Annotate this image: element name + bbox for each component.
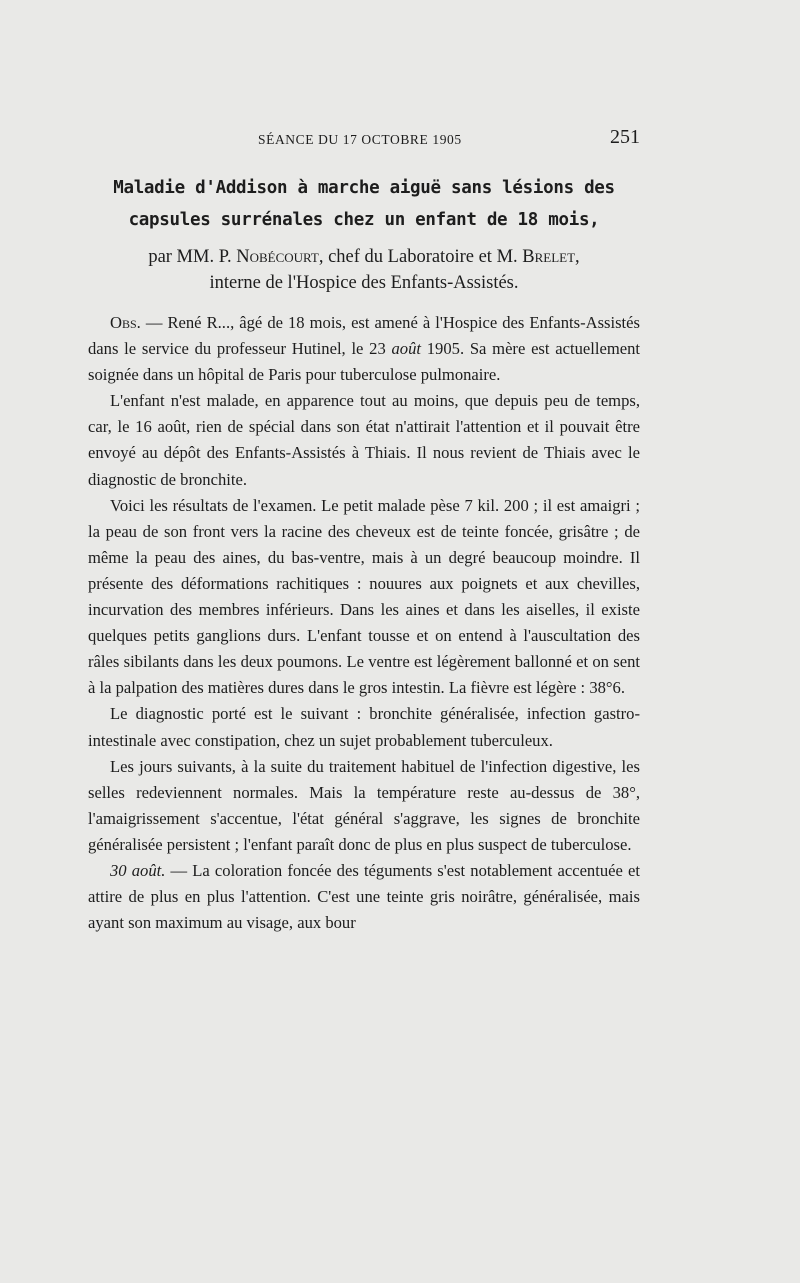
article-title (88, 172, 640, 236)
author-line-2: interne de l'Hospice des Enfants-Assistés. (209, 273, 519, 293)
paragraph-text: — La coloration foncée des téguments s'est notablement accentuée et attire de plus en plus l'attention. C'est une teinte gris noirâtre, généralisée, mais ayant son maximum au visage, aux bour (88, 860, 640, 933)
obs-label: Obs. (110, 313, 141, 332)
paragraph-text: — René R..., âgé de 18 mois, est amené à l'Hospice des Enfants-Assistés dans le service du professeur Hutinel, le 23 (88, 313, 640, 359)
title-line-2: capsules surrénales chez un enfant de 18 mois, (128, 210, 600, 230)
author-line (88, 244, 640, 296)
author-affiliation-1: , chef du Laboratoire et M. (318, 247, 518, 267)
paragraph-dated (88, 858, 640, 936)
date-italic: 30 août. (110, 860, 166, 880)
author-prefix: par MM. P. (148, 247, 232, 267)
author-name-2: Brelet (522, 247, 576, 267)
paragraph: Voici les résultats de l'examen. Le petit malade pèse 7 kil. 200 ; il est amaigri ; la peau de son front vers la racine des cheveux est de teinte foncée, grisâtre ; de même la peau des aines, du bas-ventre, mais à un degré beaucoup moindre. Il présente des déformations rachitiques : nouures aux poignets et aux chevilles, incurvation des membres inférieurs. Dans les aines et dans les aiselles, il existe quelques petits ganglions durs. L'enfant tousse et on entend à l'auscultation des râles sibilants dans les deux poumons. Le ventre est légèrement ballonné et on sent à la palpation des matières dures dans le gros intestin. La fièvre est légère : 38°6. (88, 495, 640, 698)
author-affiliation-2: , (575, 247, 580, 267)
page-header (88, 126, 640, 156)
title-line-1: Maladie d'Addison à marche aiguë sans lésions des (113, 178, 615, 198)
running-head: SÉANCE DU 17 OCTOBRE 1905 (258, 132, 462, 147)
page-number: 251 (610, 126, 640, 148)
paragraph-observation (88, 310, 640, 388)
author-line-1 (88, 244, 640, 270)
paragraph: Le diagnostic porté est le suivant : bronchite généralisée, infection gastro-intestinale avec constipation, chez un sujet probablement tuberculeux. (88, 704, 640, 750)
paragraph-text: 1905. Sa mère est actuellement soignée dans un hôpital de Paris pour tuberculose pulmonaire. (88, 339, 641, 385)
author-name-1: Nobécourt (236, 247, 319, 267)
paragraph: L'enfant n'est malade, en apparence tout au moins, que depuis peu de temps, car, le 16 août, rien de spécial dans son état n'attirait l'attention et il pouvait être envoyé au dépôt des Enfants-Assistés à Thiais. Il nous revient de Thiais avec le diagnostic de bronchite. (88, 391, 640, 489)
date-italic: août (391, 339, 422, 359)
article-body (88, 310, 640, 936)
paragraph: Les jours suivants, à la suite du traitement habituel de l'infection digestive, les selles redeviennent normales. Mais la température reste au-dessus de 38°, l'amaigrissement s'accentue, l'état général s'aggrave, les signes de bronchite généralisée persistent ; l'enfant paraît donc de plus en plus suspect de tuberculose. (88, 756, 640, 854)
